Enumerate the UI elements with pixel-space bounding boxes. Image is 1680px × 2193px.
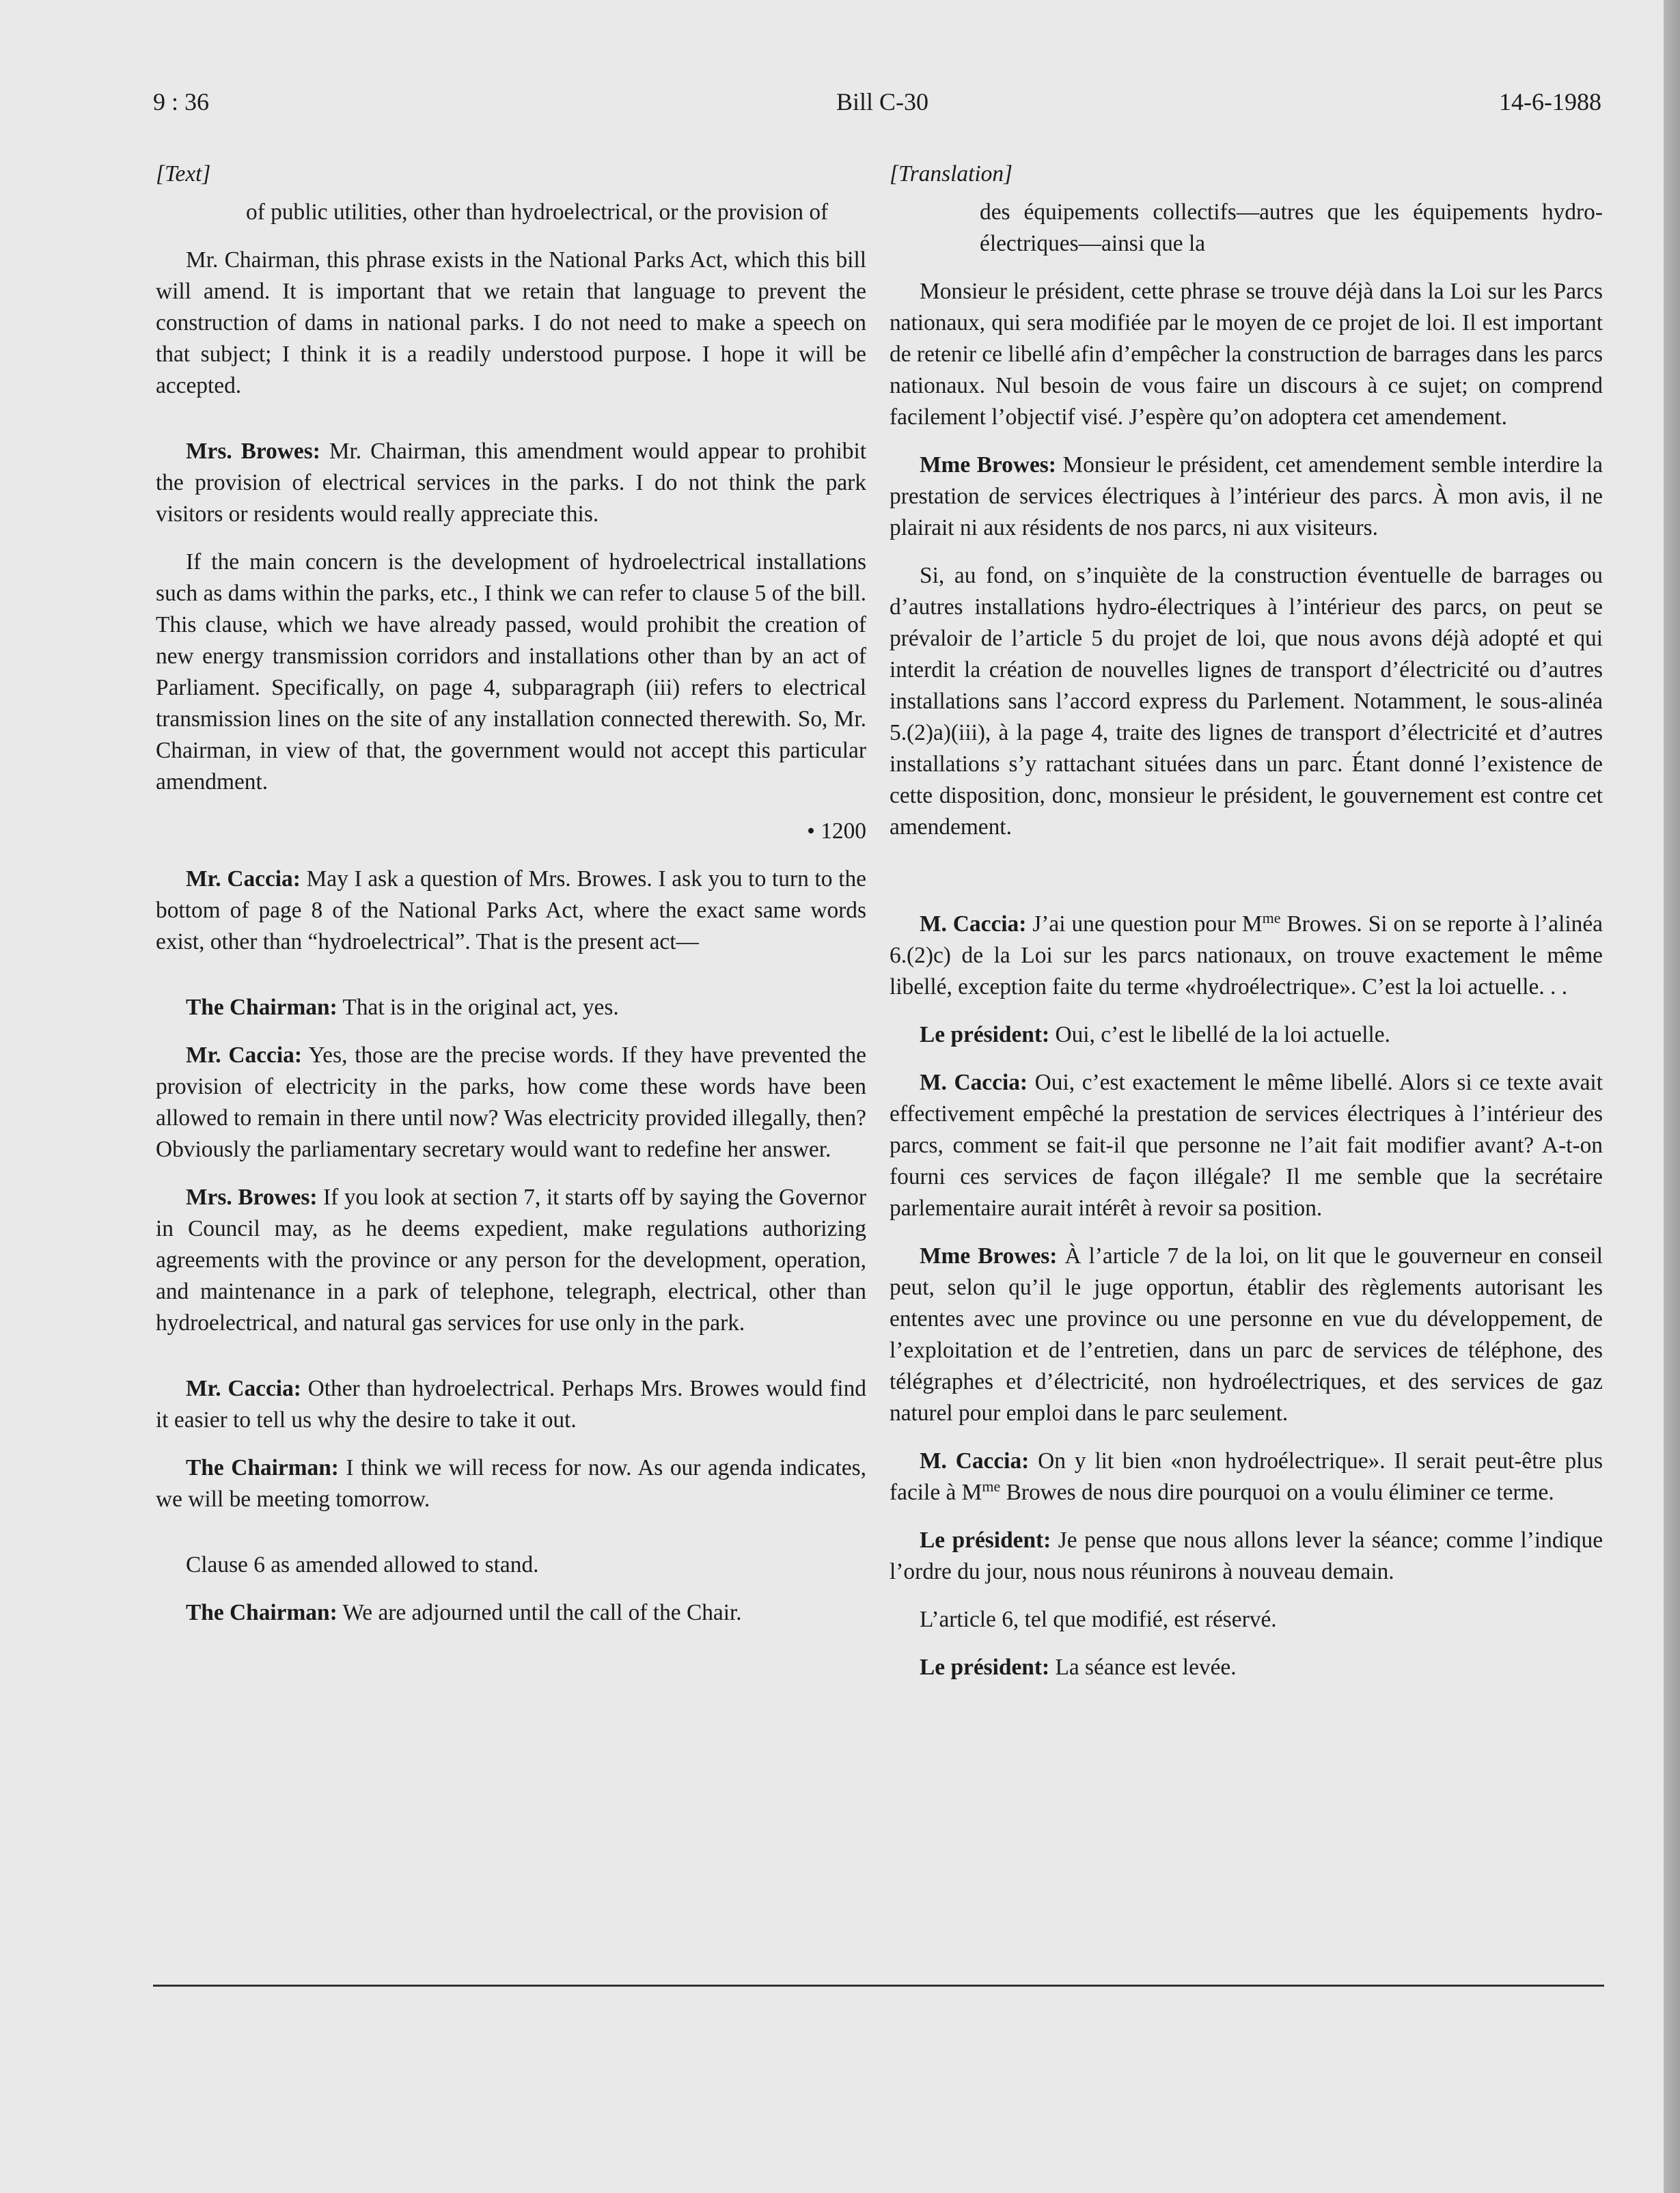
speaker-name: Mr. Caccia: [186, 866, 301, 892]
speaker-name: Le président: [920, 1655, 1050, 1680]
speaker-name: M. Caccia: [920, 1448, 1030, 1474]
speaker-name: Mr. Caccia: [186, 1043, 302, 1068]
paragraph: If the main concern is the development of hydroelectrical installations such as dams within the parks, etc., I think we can refer to clause 5 of the bill. This clause, which we have already passed, would prohibit the creation of new energy transmission corridors and installations other than by an act of Parliament. Specifically, on page 4, subparagraph (iii) refers to electrical transmission lines on the site of any installation connected therewith. So, Mr. Chairman, in view of that, the government would not accept this particular amendment. [156, 549, 866, 795]
speaker-name: Mrs. Browes: [186, 1185, 318, 1210]
speaker-name: The Chairman: [186, 995, 338, 1020]
speech-text: J’ai une question pour M [1026, 911, 1263, 937]
speech-paragraph [156, 1373, 866, 1436]
speaker-name: Mme Browes: [920, 1243, 1058, 1269]
speech-text: Je pense que nous allons lever la séance; comme l’indique l’ordre du jour, nous nous réunirons à nouveau demain. [890, 1528, 1603, 1584]
speech-text: May I ask a question of Mrs. Browes. I ask you to turn to the bottom of page 8 of the National Parks Act, where the exact same words exist, other than “hydroelectrical”. That is the present act— [156, 866, 866, 954]
paragraph: Mr. Chairman, this phrase exists in the National Parks Act, which this bill will amend. It is important that we retain that language to prevent the construction of dams in national parks. I do not need to make a speech on that subject; I think it is a readily understood purpose. I hope it will be accepted. [156, 247, 866, 398]
speech-text: À l’article 7 de la loi, on lit que le gouverneur en conseil peut, selon qu’il le juge opportun, établir des règlements autorisant les ententes avec une province ou une personne en vue du développement, de l’exploitation et de l’entretien, dans un parc de services de téléphone, des télégraphes et d’électricité, non hydroélectriques, et des services de gaz naturel pour emploi dans le parc seulement. [890, 1243, 1603, 1426]
paragraph: Monsieur le président, cette phrase se trouve déjà dans la Loi sur les Parcs nationaux, qui sera modifiée par le moyen de ce projet de loi. Il est important de retenir ce libellé afin d’empêcher la construction de barrages dans les parcs nationaux. Nul besoin de vous faire un discours à ce sujet; on comprend facilement l’objectif visé. J’espère qu’on adoptera cet amendement. [890, 279, 1603, 430]
procedural-note: Clause 6 as amended allowed to stand. [186, 1552, 539, 1577]
speech-paragraph [156, 864, 866, 958]
header-date: 14-6-1988 [1499, 88, 1601, 115]
speaker-name: The Chairman: [186, 1455, 339, 1480]
speaker-name: Mr. Caccia: [186, 1376, 301, 1401]
quoted-clause: of public utilities, other than hydroelectrical, or the provision of [246, 199, 829, 225]
speech-text: I think we will recess for now. As our agenda indicates, we will be meeting tomorrow. [156, 1455, 867, 1512]
speech-paragraph [156, 992, 866, 1023]
speech-text: Browes de nous dire pourquoi on a voulu éliminer ce terme. [1000, 1480, 1554, 1505]
speech-paragraph [890, 450, 1603, 544]
bill-title: Bill C-30 [836, 88, 929, 115]
speech-paragraph [890, 1067, 1603, 1224]
speech-paragraph [156, 1597, 866, 1629]
speech-paragraph [890, 1652, 1603, 1683]
speech-text: Monsieur le président, cet amendement semble interdire la prestation de services électriques à l’intérieur des parcs. À mon avis, il ne plairait ni aux résidents de nos parcs, ni aux visiteurs. [890, 452, 1603, 540]
time-marker: • 1200 [807, 818, 866, 844]
speaker-name: Le président: [920, 1528, 1051, 1553]
speaker-name: Le président: [920, 1022, 1050, 1047]
english-column [156, 158, 866, 1645]
speaker-name: Mrs. Browes: [186, 439, 320, 464]
speaker-name: Mme Browes: [920, 452, 1056, 478]
speech-text: Mr. Chairman, this amendment would appear to prohibit the provision of electrical services in the parks. I do not think the park visitors or residents would really appreciate this. [156, 439, 866, 527]
page-number: 9 : 36 [153, 88, 210, 115]
speech-text: Browes. Si on se reporte à l’alinéa 6.(2)c) de la Loi sur les parcs nationaux, on trouve exactement le même libellé, exception faite du terme «hydroélectrique». C’est la loi actuelle. . . [890, 911, 1603, 999]
superscript: me [1262, 909, 1281, 926]
paragraph: Si, au fond, on s’inquiète de la construction éventuelle de barrages ou d’autres installations hydro-électriques à l’intérieur des parcs, on peut se prévaloir de l’article 5 du projet de loi, que nous avons déjà adopté et qui interdit la création de nouvelles lignes de transport d’électricité ou d’autres installations sans l’accord express du Parlement. Notamment, le sous-alinéa 5.(2)a)(iii), à la page 4, traite des lignes de transport d’électricité et d’autres installations s’y rattachant situées dans un parc. Étant donné l’existence de cette disposition, donc, monsieur le président, le gouvernement est contre cet amendement. [890, 563, 1603, 840]
quoted-clause: des équipements collectifs—autres que les équipements hydro-électriques—ainsi que la [980, 199, 1603, 256]
french-column [890, 158, 1603, 1700]
speech-paragraph [890, 1241, 1603, 1429]
speech-paragraph [156, 1182, 866, 1339]
speech-paragraph [156, 1452, 866, 1515]
speech-paragraph [890, 1446, 1603, 1508]
speech-paragraph [156, 436, 866, 530]
page-header [153, 87, 1601, 128]
speech-text: If you look at section 7, it starts off by saying the Governor in Council may, as he deems expedient, make regulations authorizing agreements with the province or any person for the development, operation, and maintenance in a park of telephone, telegraph, electrical, other than hydroelectrical, and natural gas services for use only in the park. [156, 1185, 866, 1336]
speech-paragraph [890, 1525, 1603, 1588]
speaker-name: M. Caccia: [920, 1070, 1028, 1095]
speaker-name: The Chairman: [186, 1600, 338, 1625]
speech-text: We are adjourned until the call of the Chair. [337, 1600, 742, 1625]
superscript: me [982, 1477, 1001, 1495]
column-label-text: [Text] [156, 161, 211, 187]
speech-paragraph [890, 909, 1603, 1003]
page-edge-shadow [1664, 0, 1680, 2193]
speech-text: Oui, c’est le libellé de la loi actuelle. [1049, 1022, 1390, 1047]
speech-text: Yes, those are the precise words. If they have prevented the provision of electricity in the parks, how come these words have been allowed to remain in there until now? Was electricity provided illegally, then? Obviously the parliamentary secretary would want to redefine her answer. [156, 1043, 866, 1162]
speech-text: On y lit bien «non hydroélectrique». Il serait peut-être plus facile à M [890, 1448, 1603, 1505]
speech-text: La séance est levée. [1049, 1655, 1237, 1680]
speech-text: Oui, c’est exactement le même libellé. Alors si ce texte avait effectivement empêché la prestation de services électriques à l’intérieur des parcs, comment se fait-il que personne ne l’ait fait modifier avant? A-t-on fourni ces services de façon illégale? Il me semble que la secrétaire parlementaire aurait intérêt à revoir sa position. [890, 1070, 1603, 1221]
speech-paragraph [156, 1040, 866, 1166]
procedural-note: L’article 6, tel que modifié, est réservé. [920, 1607, 1277, 1632]
speech-paragraph [890, 1019, 1603, 1051]
speech-text: Other than hydroelectrical. Perhaps Mrs. Browes would find it easier to tell us why the desire to take it out. [156, 1376, 866, 1433]
footer-rule [153, 1985, 1604, 1987]
speaker-name: M. Caccia: [920, 911, 1027, 937]
column-label-translation: [Translation] [890, 161, 1013, 187]
speech-text: That is in the original act, yes. [337, 995, 619, 1020]
